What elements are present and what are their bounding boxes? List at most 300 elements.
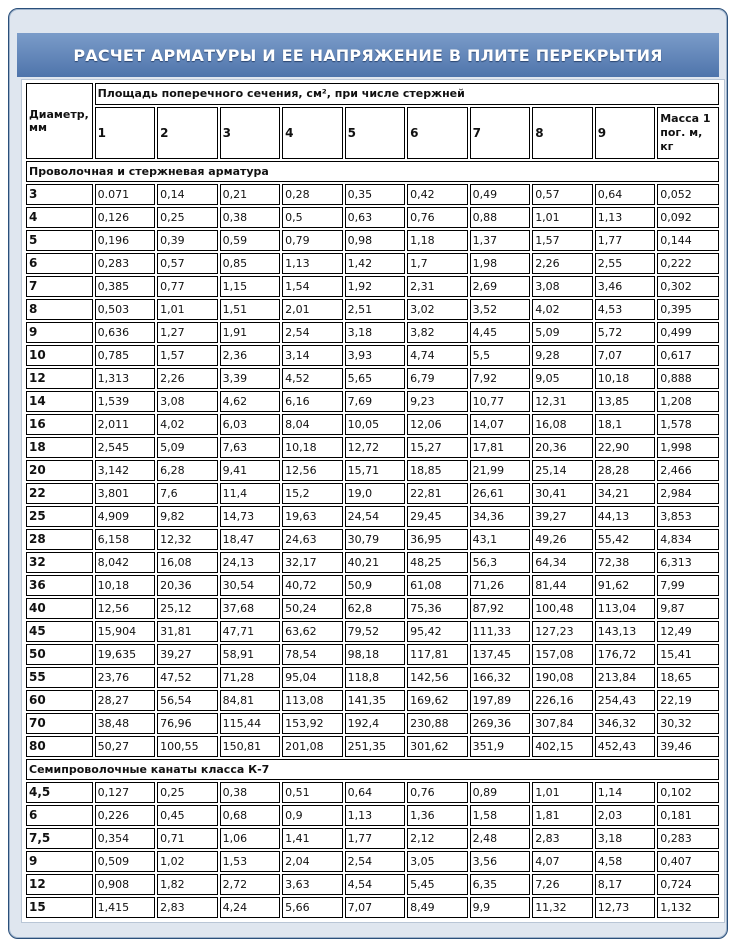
area-cell: 72,38 bbox=[595, 552, 656, 573]
area-cell: 48,25 bbox=[407, 552, 468, 573]
area-cell: 0,354 bbox=[95, 828, 156, 849]
diameter-cell: 9 bbox=[26, 851, 93, 872]
area-cell: 58,91 bbox=[220, 644, 281, 665]
area-cell: 28,27 bbox=[95, 690, 156, 711]
mass-cell: 15,41 bbox=[657, 644, 719, 665]
area-cell: 127,23 bbox=[532, 621, 593, 642]
area-cell: 0,42 bbox=[407, 184, 468, 205]
mass-cell: 0,283 bbox=[657, 828, 719, 849]
count-header: 5 bbox=[345, 107, 406, 159]
area-cell: 10,18 bbox=[282, 437, 343, 458]
area-cell: 2,011 bbox=[95, 414, 156, 435]
diameter-cell: 28 bbox=[26, 529, 93, 550]
area-cell: 3,18 bbox=[595, 828, 656, 849]
area-cell: 16,08 bbox=[157, 552, 218, 573]
area-cell: 8,042 bbox=[95, 552, 156, 573]
area-cell: 62,8 bbox=[345, 598, 406, 619]
area-cell: 10,05 bbox=[345, 414, 406, 435]
mass-cell: 7,99 bbox=[657, 575, 719, 596]
area-cell: 2,03 bbox=[595, 805, 656, 826]
diameter-cell: 80 bbox=[26, 736, 93, 757]
area-cell: 0,25 bbox=[157, 782, 218, 803]
area-cell: 19,0 bbox=[345, 483, 406, 504]
area-cell: 3,63 bbox=[282, 874, 343, 895]
area-cell: 38,48 bbox=[95, 713, 156, 734]
area-cell: 40,21 bbox=[345, 552, 406, 573]
area-cell: 7,69 bbox=[345, 391, 406, 412]
area-cell: 190,08 bbox=[532, 667, 593, 688]
table-row bbox=[26, 598, 719, 619]
table-row bbox=[26, 690, 719, 711]
count-header: 4 bbox=[282, 107, 343, 159]
area-cell: 2,545 bbox=[95, 437, 156, 458]
mass-cell: 0,724 bbox=[657, 874, 719, 895]
area-cell: 1,415 bbox=[95, 897, 156, 918]
area-cell: 87,92 bbox=[470, 598, 531, 619]
table-row bbox=[26, 368, 719, 389]
diameter-cell: 4,5 bbox=[26, 782, 93, 803]
mass-cell: 0,407 bbox=[657, 851, 719, 872]
area-cell: 47,52 bbox=[157, 667, 218, 688]
area-cell: 2,54 bbox=[282, 322, 343, 343]
area-cell: 43,1 bbox=[470, 529, 531, 550]
area-cell: 3,18 bbox=[345, 322, 406, 343]
diameter-cell: 40 bbox=[26, 598, 93, 619]
area-cell: 1,15 bbox=[220, 276, 281, 297]
area-cell: 24,54 bbox=[345, 506, 406, 527]
reinforcement-table bbox=[24, 81, 721, 920]
area-cell: 0,77 bbox=[157, 276, 218, 297]
area-cell: 49,26 bbox=[532, 529, 593, 550]
area-cell: 9,05 bbox=[532, 368, 593, 389]
area-cell: 0,63 bbox=[345, 207, 406, 228]
area-cell: 20,36 bbox=[157, 575, 218, 596]
mass-cell: 39,46 bbox=[657, 736, 719, 757]
area-cell: 2,31 bbox=[407, 276, 468, 297]
area-cell: 3,02 bbox=[407, 299, 468, 320]
area-cell: 4,54 bbox=[345, 874, 406, 895]
area-cell: 1,82 bbox=[157, 874, 218, 895]
mass-cell: 0,302 bbox=[657, 276, 719, 297]
area-cell: 307,84 bbox=[532, 713, 593, 734]
mass-cell: 2,984 bbox=[657, 483, 719, 504]
area-cell: 1,92 bbox=[345, 276, 406, 297]
area-cell: 11,32 bbox=[532, 897, 593, 918]
area-cell: 8,04 bbox=[282, 414, 343, 435]
area-cell: 5,09 bbox=[532, 322, 593, 343]
diameter-cell: 45 bbox=[26, 621, 93, 642]
table-row bbox=[26, 506, 719, 527]
area-cell: 4,909 bbox=[95, 506, 156, 527]
area-cell: 1,91 bbox=[220, 322, 281, 343]
table-row bbox=[26, 414, 719, 435]
area-cell: 4,62 bbox=[220, 391, 281, 412]
area-cell: 78,54 bbox=[282, 644, 343, 665]
area-cell: 7,26 bbox=[532, 874, 593, 895]
area-cell: 3,93 bbox=[345, 345, 406, 366]
area-cell: 1,13 bbox=[345, 805, 406, 826]
area-cell: 15,71 bbox=[345, 460, 406, 481]
area-cell: 10,18 bbox=[95, 575, 156, 596]
diameter-cell: 32 bbox=[26, 552, 93, 573]
mass-cell: 30,32 bbox=[657, 713, 719, 734]
area-cell: 2,48 bbox=[470, 828, 531, 849]
area-cell: 84,81 bbox=[220, 690, 281, 711]
area-cell: 3,14 bbox=[282, 345, 343, 366]
mass-cell: 4,834 bbox=[657, 529, 719, 550]
area-cell: 5,65 bbox=[345, 368, 406, 389]
area-cell: 0,68 bbox=[220, 805, 281, 826]
diameter-cell: 6 bbox=[26, 253, 93, 274]
area-cell: 64,34 bbox=[532, 552, 593, 573]
table-row bbox=[26, 805, 719, 826]
diameter-cell: 16 bbox=[26, 414, 93, 435]
area-cell: 1,77 bbox=[595, 230, 656, 251]
area-cell: 1,539 bbox=[95, 391, 156, 412]
area-cell: 50,9 bbox=[345, 575, 406, 596]
area-cell: 1,57 bbox=[157, 345, 218, 366]
area-cell: 24,63 bbox=[282, 529, 343, 550]
area-cell: 44,13 bbox=[595, 506, 656, 527]
area-cell: 1,37 bbox=[470, 230, 531, 251]
area-cell: 3,46 bbox=[595, 276, 656, 297]
table-row bbox=[26, 782, 719, 803]
area-cell: 351,9 bbox=[470, 736, 531, 757]
area-cell: 1,13 bbox=[595, 207, 656, 228]
area-cell: 0,636 bbox=[95, 322, 156, 343]
area-cell: 20,36 bbox=[532, 437, 593, 458]
area-cell: 4,45 bbox=[470, 322, 531, 343]
area-cell: 6,03 bbox=[220, 414, 281, 435]
area-cell: 36,95 bbox=[407, 529, 468, 550]
mass-cell: 1,998 bbox=[657, 437, 719, 458]
area-cell: 0,89 bbox=[470, 782, 531, 803]
area-cell: 402,15 bbox=[532, 736, 593, 757]
area-cell: 15,27 bbox=[407, 437, 468, 458]
mass-cell: 0,181 bbox=[657, 805, 719, 826]
area-cell: 75,36 bbox=[407, 598, 468, 619]
area-cell: 1,7 bbox=[407, 253, 468, 274]
diameter-cell: 3 bbox=[26, 184, 93, 205]
diameter-header: Диаметр, мм bbox=[26, 83, 93, 159]
area-cell: 37,68 bbox=[220, 598, 281, 619]
area-cell: 4,74 bbox=[407, 345, 468, 366]
area-cell: 150,81 bbox=[220, 736, 281, 757]
table-row bbox=[26, 851, 719, 872]
area-cell: 213,84 bbox=[595, 667, 656, 688]
area-cell: 141,35 bbox=[345, 690, 406, 711]
area-cell: 16,08 bbox=[532, 414, 593, 435]
area-cell: 56,3 bbox=[470, 552, 531, 573]
area-cell: 2,26 bbox=[157, 368, 218, 389]
diameter-cell: 14 bbox=[26, 391, 93, 412]
area-cell: 111,33 bbox=[470, 621, 531, 642]
table-row bbox=[26, 460, 719, 481]
mass-cell: 2,466 bbox=[657, 460, 719, 481]
diameter-cell: 20 bbox=[26, 460, 93, 481]
area-cell: 2,04 bbox=[282, 851, 343, 872]
area-cell: 47,71 bbox=[220, 621, 281, 642]
area-cell: 1,01 bbox=[532, 782, 593, 803]
area-cell: 0,9 bbox=[282, 805, 343, 826]
area-cell: 4,58 bbox=[595, 851, 656, 872]
area-cell: 14,07 bbox=[470, 414, 531, 435]
area-cell: 0,59 bbox=[220, 230, 281, 251]
area-cell: 19,635 bbox=[95, 644, 156, 665]
area-cell: 9,9 bbox=[470, 897, 531, 918]
diameter-cell: 7 bbox=[26, 276, 93, 297]
area-cell: 18,85 bbox=[407, 460, 468, 481]
count-header: 2 bbox=[157, 107, 218, 159]
table-row bbox=[26, 345, 719, 366]
area-cell: 56,54 bbox=[157, 690, 218, 711]
area-cell: 3,142 bbox=[95, 460, 156, 481]
area-cell: 30,41 bbox=[532, 483, 593, 504]
area-cell: 254,43 bbox=[595, 690, 656, 711]
area-cell: 5,09 bbox=[157, 437, 218, 458]
area-cell: 1,01 bbox=[157, 299, 218, 320]
area-cell: 5,45 bbox=[407, 874, 468, 895]
area-cell: 6,28 bbox=[157, 460, 218, 481]
section-title: Проволочная и стержневая арматура bbox=[26, 161, 719, 182]
table-row bbox=[26, 621, 719, 642]
page-frame bbox=[8, 8, 728, 939]
area-cell: 113,08 bbox=[282, 690, 343, 711]
area-cell: 1,98 bbox=[470, 253, 531, 274]
area-cell: 15,904 bbox=[95, 621, 156, 642]
area-cell: 2,51 bbox=[345, 299, 406, 320]
area-cell: 1,02 bbox=[157, 851, 218, 872]
table-row bbox=[26, 575, 719, 596]
area-cell: 1,27 bbox=[157, 322, 218, 343]
mass-cell: 0,888 bbox=[657, 368, 719, 389]
area-cell: 6,158 bbox=[95, 529, 156, 550]
mass-cell: 9,87 bbox=[657, 598, 719, 619]
area-cell: 9,82 bbox=[157, 506, 218, 527]
count-header: 7 bbox=[470, 107, 531, 159]
area-cell: 1,58 bbox=[470, 805, 531, 826]
table-row bbox=[26, 828, 719, 849]
area-cell: 0,385 bbox=[95, 276, 156, 297]
area-cell: 3,39 bbox=[220, 368, 281, 389]
area-cell: 201,08 bbox=[282, 736, 343, 757]
diameter-cell: 15 bbox=[26, 897, 93, 918]
area-cell: 4,02 bbox=[157, 414, 218, 435]
mass-cell: 0,102 bbox=[657, 782, 719, 803]
area-cell: 22,81 bbox=[407, 483, 468, 504]
table-row bbox=[26, 483, 719, 504]
count-header: 8 bbox=[532, 107, 593, 159]
area-cell: 142,56 bbox=[407, 667, 468, 688]
area-cell: 6,79 bbox=[407, 368, 468, 389]
area-cell: 4,24 bbox=[220, 897, 281, 918]
area-cell: 2,36 bbox=[220, 345, 281, 366]
area-cell: 26,61 bbox=[470, 483, 531, 504]
area-cell: 100,48 bbox=[532, 598, 593, 619]
area-cell: 1,18 bbox=[407, 230, 468, 251]
area-cell: 1,51 bbox=[220, 299, 281, 320]
area-cell: 79,52 bbox=[345, 621, 406, 642]
mass-cell: 22,19 bbox=[657, 690, 719, 711]
area-cell: 0,226 bbox=[95, 805, 156, 826]
area-cell: 0,126 bbox=[95, 207, 156, 228]
area-cell: 346,32 bbox=[595, 713, 656, 734]
area-cell: 12,56 bbox=[95, 598, 156, 619]
diameter-cell: 10 bbox=[26, 345, 93, 366]
area-cell: 23,76 bbox=[95, 667, 156, 688]
diameter-cell: 18 bbox=[26, 437, 93, 458]
diameter-cell: 70 bbox=[26, 713, 93, 734]
diameter-cell: 9 bbox=[26, 322, 93, 343]
diameter-cell: 12 bbox=[26, 874, 93, 895]
area-cell: 2,01 bbox=[282, 299, 343, 320]
area-cell: 9,41 bbox=[220, 460, 281, 481]
table-row bbox=[26, 391, 719, 412]
area-cell: 40,72 bbox=[282, 575, 343, 596]
area-cell: 0.071 bbox=[95, 184, 156, 205]
area-cell: 5,72 bbox=[595, 322, 656, 343]
area-cell: 0,85 bbox=[220, 253, 281, 274]
count-header: 3 bbox=[220, 107, 281, 159]
area-cell: 0,35 bbox=[345, 184, 406, 205]
page-title: РАСЧЕТ АРМАТУРЫ И ЕЕ НАПРЯЖЕНИЕ В ПЛИТЕ ПЕРЕКРЫТИЯ bbox=[17, 33, 719, 77]
table-row bbox=[26, 736, 719, 757]
header-row-counts bbox=[26, 107, 719, 159]
area-cell: 95,04 bbox=[282, 667, 343, 688]
area-cell: 0,5 bbox=[282, 207, 343, 228]
area-cell: 71,26 bbox=[470, 575, 531, 596]
area-cell: 0,64 bbox=[345, 782, 406, 803]
table-row bbox=[26, 253, 719, 274]
area-cell: 7,92 bbox=[470, 368, 531, 389]
area-cell: 0,45 bbox=[157, 805, 218, 826]
area-cell: 76,96 bbox=[157, 713, 218, 734]
area-cell: 226,16 bbox=[532, 690, 593, 711]
area-cell: 118,8 bbox=[345, 667, 406, 688]
mass-cell: 3,853 bbox=[657, 506, 719, 527]
area-cell: 0,57 bbox=[532, 184, 593, 205]
table-row bbox=[26, 529, 719, 550]
area-cell: 9,23 bbox=[407, 391, 468, 412]
area-cell: 301,62 bbox=[407, 736, 468, 757]
area-cell: 2,69 bbox=[470, 276, 531, 297]
area-cell: 251,35 bbox=[345, 736, 406, 757]
mass-header: Масса 1 пог. м, кг bbox=[657, 107, 719, 159]
area-cell: 0,38 bbox=[220, 207, 281, 228]
area-cell: 2,12 bbox=[407, 828, 468, 849]
area-cell: 3,05 bbox=[407, 851, 468, 872]
area-cell: 1,06 bbox=[220, 828, 281, 849]
area-cell: 11,4 bbox=[220, 483, 281, 504]
area-cell: 39,27 bbox=[157, 644, 218, 665]
area-cell: 12,06 bbox=[407, 414, 468, 435]
area-cell: 100,55 bbox=[157, 736, 218, 757]
area-cell: 3,08 bbox=[532, 276, 593, 297]
header-row-group bbox=[26, 83, 719, 105]
area-cell: 17,81 bbox=[470, 437, 531, 458]
area-cell: 1,77 bbox=[345, 828, 406, 849]
area-cell: 71,28 bbox=[220, 667, 281, 688]
mass-cell: 0,395 bbox=[657, 299, 719, 320]
diameter-cell: 6 bbox=[26, 805, 93, 826]
table-row bbox=[26, 276, 719, 297]
count-header: 1 bbox=[95, 107, 156, 159]
area-cell: 0,25 bbox=[157, 207, 218, 228]
table-row bbox=[26, 713, 719, 734]
mass-cell: 18,65 bbox=[657, 667, 719, 688]
area-cell: 10,18 bbox=[595, 368, 656, 389]
area-cell: 5,66 bbox=[282, 897, 343, 918]
area-cell: 176,72 bbox=[595, 644, 656, 665]
area-cell: 34,21 bbox=[595, 483, 656, 504]
area-cell: 2,72 bbox=[220, 874, 281, 895]
area-cell: 28,28 bbox=[595, 460, 656, 481]
area-cell: 0,38 bbox=[220, 782, 281, 803]
area-cell: 21,99 bbox=[470, 460, 531, 481]
area-cell: 153,92 bbox=[282, 713, 343, 734]
diameter-cell: 12 bbox=[26, 368, 93, 389]
area-cell: 1,01 bbox=[532, 207, 593, 228]
area-cell: 1,81 bbox=[532, 805, 593, 826]
area-cell: 0,283 bbox=[95, 253, 156, 274]
area-cell: 269,36 bbox=[470, 713, 531, 734]
area-group-header: Площадь поперечного сечения, см², при числе стержней bbox=[95, 83, 719, 105]
area-cell: 2,54 bbox=[345, 851, 406, 872]
area-cell: 15,2 bbox=[282, 483, 343, 504]
area-cell: 2,83 bbox=[157, 897, 218, 918]
area-cell: 0,76 bbox=[407, 207, 468, 228]
area-cell: 31,81 bbox=[157, 621, 218, 642]
mass-cell: 0,052 bbox=[657, 184, 719, 205]
area-cell: 91,62 bbox=[595, 575, 656, 596]
table-row bbox=[26, 230, 719, 251]
area-cell: 3,801 bbox=[95, 483, 156, 504]
area-cell: 230,88 bbox=[407, 713, 468, 734]
area-cell: 18,1 bbox=[595, 414, 656, 435]
area-cell: 0,21 bbox=[220, 184, 281, 205]
area-cell: 143,13 bbox=[595, 621, 656, 642]
area-cell: 169,62 bbox=[407, 690, 468, 711]
area-cell: 2,55 bbox=[595, 253, 656, 274]
diameter-cell: 25 bbox=[26, 506, 93, 527]
area-cell: 115,44 bbox=[220, 713, 281, 734]
area-cell: 5,5 bbox=[470, 345, 531, 366]
area-cell: 55,42 bbox=[595, 529, 656, 550]
area-cell: 4,52 bbox=[282, 368, 343, 389]
area-cell: 0,127 bbox=[95, 782, 156, 803]
mass-cell: 0,222 bbox=[657, 253, 719, 274]
area-cell: 192,4 bbox=[345, 713, 406, 734]
area-cell: 1,13 bbox=[282, 253, 343, 274]
area-cell: 0,51 bbox=[282, 782, 343, 803]
area-cell: 0,908 bbox=[95, 874, 156, 895]
mass-cell: 12,49 bbox=[657, 621, 719, 642]
area-cell: 1,36 bbox=[407, 805, 468, 826]
area-cell: 1,57 bbox=[532, 230, 593, 251]
table-row bbox=[26, 437, 719, 458]
area-cell: 1,41 bbox=[282, 828, 343, 849]
area-cell: 32,17 bbox=[282, 552, 343, 573]
area-cell: 3,52 bbox=[470, 299, 531, 320]
area-cell: 137,45 bbox=[470, 644, 531, 665]
area-cell: 1,53 bbox=[220, 851, 281, 872]
area-cell: 22,90 bbox=[595, 437, 656, 458]
area-cell: 18,47 bbox=[220, 529, 281, 550]
area-cell: 0,39 bbox=[157, 230, 218, 251]
area-cell: 2,83 bbox=[532, 828, 593, 849]
table-row bbox=[26, 552, 719, 573]
area-cell: 6,35 bbox=[470, 874, 531, 895]
